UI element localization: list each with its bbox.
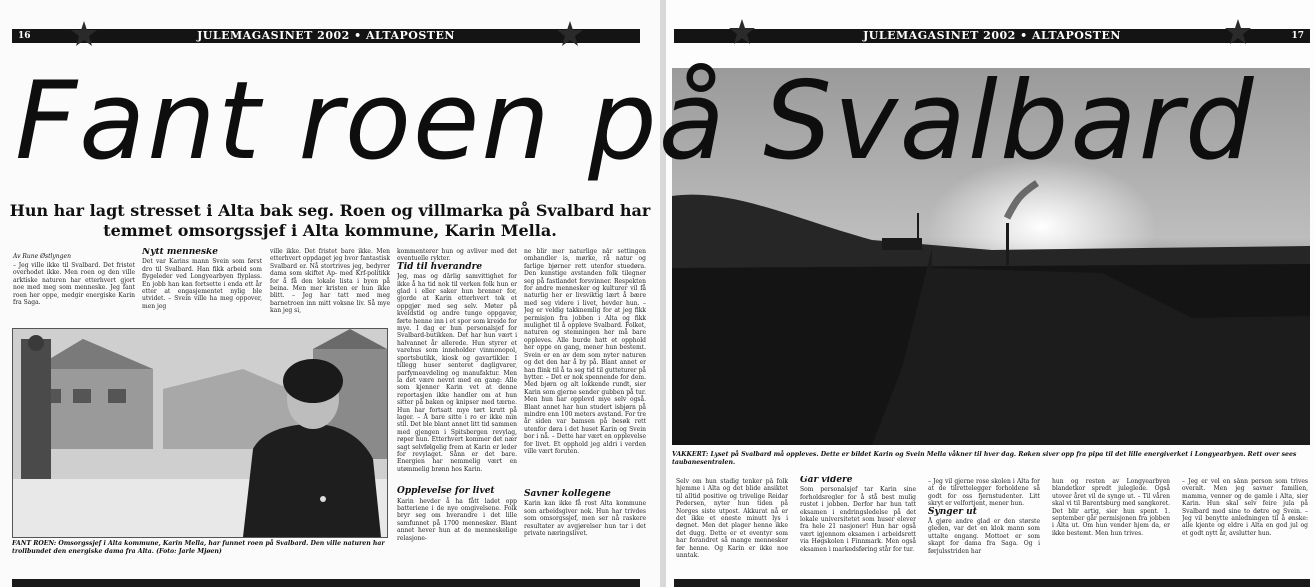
article-text: Karin kan ikke få rost Alta kommune som arbeidsgiver nok. Hun har trivdes som omsorgssjef, men ser nå raskere resultater av avgjørelser hun tar i det private næringslivet. (524, 500, 646, 538)
article-column-2 (142, 248, 262, 326)
right-page-number: 17 (1291, 31, 1304, 41)
article-text: – Jeg er vel en sånn person som trives overalt. Men jeg savner familien, mamma, venner og de gamle i Alta, sier Karin. Hun skal selv feire jula på Svalbard med sine to døtre og Svein. – Jeg vil benytte anledningen til å ønske: alle kjente og eldre i Alta en god jul og et godt nytt år, avslutter hun. (1182, 478, 1308, 537)
right-column-5 (1182, 478, 1308, 574)
article-text: hun og resten av Longyearbyen blandetkor spredt juleglede. Også utover året vil de synge ut. – Til våren skal vi til Barentsburg med sangkoret. Det blir artig, sier hun spent. 1. september går permisjonen fra jobben i Alta ut. Om hun vender hjem da, er ikke bestemt. Men hun trives. (1052, 478, 1170, 537)
article-text: Det var Karins mann Svein som først dro til Svalbard. Han fikk arbeid som flygeleder ved Longyearbyen flyplass. En jobb han kan fortsette i enda ett år etter at engasjementet nylig ble utvidet. – Svein ville ha meg oppover, men jeg (142, 258, 262, 310)
subheadline: Hun har lagt stresset i Alta bak seg. Roen og villmarka på Svalbard har temmet omsorgssjef i Alta kommune, Karin Mella. (9, 201, 651, 240)
article-column-1 (13, 262, 135, 324)
article-text: Som personalsjef tar Karin sine forholdsregler for å stå best mulig rustet i jobben. Derfor har hun tatt eksamen i endringsledelse på det lokale universitetet som huser elever fra hele 21 nasjoner! Hun har også vært igjennom eksamen i arbeidsrett via Høgskolen i Finnmark. Men også eksamen i markedsføring står for tur. (800, 486, 916, 553)
right-column-1 (676, 478, 788, 574)
article-text: Selv om hun stadig tenker på folk hjemme i Alta og det blide ansiktet til alltid positive og trivelige Reidar Pedersen, nyter hun tiden på Norges siste utpost. Akkurat nå er det ikke et eneste minutt lys i døgnet. Men det plager henne ikke det dugg. Dette er et eventyr som har forandret så mange mennesker før henne. Og Karin er ikke noe unntak. (676, 478, 788, 560)
karin-mella-photo (12, 328, 388, 538)
byline: Av Rune Østlyngen (13, 253, 71, 260)
right-column-3 (928, 478, 1040, 574)
section-heading: Tid til hverandre (397, 261, 483, 272)
right-header-band (674, 29, 1310, 43)
left-footer-band (12, 579, 640, 587)
section-heading: Synger ut (928, 506, 977, 517)
left-page-number: 16 (18, 31, 31, 41)
article-column-4 (397, 248, 517, 558)
right-column-4 (1052, 478, 1170, 574)
headline: Fant roen på Svalbard (15, 59, 1256, 184)
christmas-star-icon (556, 20, 584, 48)
article-text: ville ikke. Det fristet bare ikke. Men etterhvert oppdaget jeg hvor fantastisk Svalbard er. Nå stortrives jeg, bedyrer dama som skiftet Ap- med Krf-politikk for å få den lokale lista i byen på beina. Men mer kristen er hun ikke blitt. – Jeg har tatt med meg barnetroen inn mitt voksne liv. Så mye kan jeg si, (270, 248, 390, 315)
right-header-title: JULEMAGASINET 2002 • ALTAPOSTEN (863, 29, 1121, 42)
christmas-star-icon (70, 20, 98, 48)
article-column-5 (524, 248, 646, 558)
right-footer-band (674, 579, 1310, 587)
article-text: – Jeg ville ikke til Svalbard. Det fristet overhodet ikke. Men roen og den ville arktiske naturen har etterhvert gjort noe med meg som menneske. Jeg fant roen her oppe, medgir energiske Karin fra Saga. (13, 262, 135, 307)
article-text: kommenterer hun og avliver med det eventuelle rykter. (397, 248, 517, 263)
article-text: Jeg, mas og dårlig samvittighet for ikke å ha tid nok til verken folk hun er glad i eller saker hun brenner for, gjorde at Karin etterhvert tok et oppgjør med seg selv. Møter på kveldstid og andre tunge oppgaver, førte henne inn i et spor som kreide for mye. I dag er hun personalsjef for Svalbard-butikken. Det har hun vært i halvannet år allerede. Hun styrer et varehus som inneholder vinmonopol, sportsbutikk, kiosk og gavartikler. I tillegg huser senteret dagligvarer, parfymeavdeling og manufaktur. Men la det være nevnt med en gang: Alle som kjenner Karin vet at denne reportasjen ikke handler om at hun sitter på baken og knipser med tærne. Hun har fortsatt mye tørt krutt på lager. – Å bare sitte i ro er ikke min stil. Det ble blant annet litt tid sammen med gjengen i Spitsbergen revylag, røper hun. Etterhvert kommer det nær sagt selvfølgelig frem at Karin er leder for revylaget. Sånn er det bare. Energien har nemmelig vært en utømmelig brønn hos Karin. (397, 273, 517, 473)
section-heading: Går videre (800, 476, 853, 485)
left-header-band (12, 29, 640, 43)
article-column-3 (270, 248, 390, 324)
photo-caption-left: FANT ROEN: Omsorgssjef i Alta kommune, Karin Mella, har funnet roen på Svalbard. Den ville naturen har trollbundet den energiske dama fra Alta. (Foto: Jarle Mjøen) (12, 540, 385, 555)
christmas-star-icon (728, 18, 756, 46)
article-text: – Jeg vil gjerne rose skolen i Alta for at de tilrettelegger forholdene så godt for oss fjernstudenter. Litt skryt er velfortjent, mener hun. (928, 478, 1040, 508)
section-heading: Opplevelse for livet (397, 486, 495, 497)
article-text: Karin hevder å ha fått ladet opp batteriene i de nye omgivelsene. Folk bryr seg om hverandre i det lille samfunnet på 1700 mennesker. Blant annet hever hun at de menneskelige relasjone- (397, 497, 517, 542)
christmas-star-icon (1224, 18, 1252, 46)
right-column-2 (800, 476, 916, 574)
section-heading: Nytt menneske (142, 248, 218, 257)
section-heading: Savner kollegene (524, 489, 611, 499)
article-text: ne blir mer naturlige når settingen omhandler is, mørke, rå natur og farlige bjørner rett utenfor stuedøra. Den kunstige avstanden folk tilegner seg på fastlandet forsvinner. Respekten for andre mennesker og kulturer vil få naturlig her er livsviktig lært å bære med seg videre i livet, hevder hun. – Jeg er veldig takknemlig for at jeg fikk permisjon fra jobben i Alta og fikk mulighet til å oppleve Svalbard. Folket, naturen og stemningen her må bare oppleves. Alle burde hatt et opphold her oppe en gang, mener hun bestemt. Svein er en av dem som nyter naturen og det den har å by på. Blant annet er han flink til å ta seg tid til gutteturer på hytter. – Det er nok spennende for dem. Med bjørn og alt lokkende rundt, sier Karin som gjerne sender gubben på tur. Men hun har opplevd mye selv også. Blant annet har hun studert isbjørn på mindre enn 100 meters avstand. For tre år siden var bamsen på besøk rett utenfor døra i det huset Karin og Svein bor i nå. – Dette har vært en opplevelse for livet. Et opphold jeg aldri i verden ville vært foruten. (524, 248, 646, 455)
left-header-title: JULEMAGASINET 2002 • ALTAPOSTEN (197, 29, 455, 42)
article-text: Å gjøre andre glad er den største gleden, var det en klok mann som uttalte engang. Mottoet er som skapt for dama fra Saga. Og i førjulsstriden har (928, 518, 1040, 555)
photo-caption-right: VAKKERT: Lyset på Svalbard må oppleves. Dette er bildet Karin og Svein Mella våkner til hver dag. Røken siver opp fra pipa til det lille energiverket i Longyearbyen. Rett over sees taubanesentralen. (672, 451, 1297, 466)
